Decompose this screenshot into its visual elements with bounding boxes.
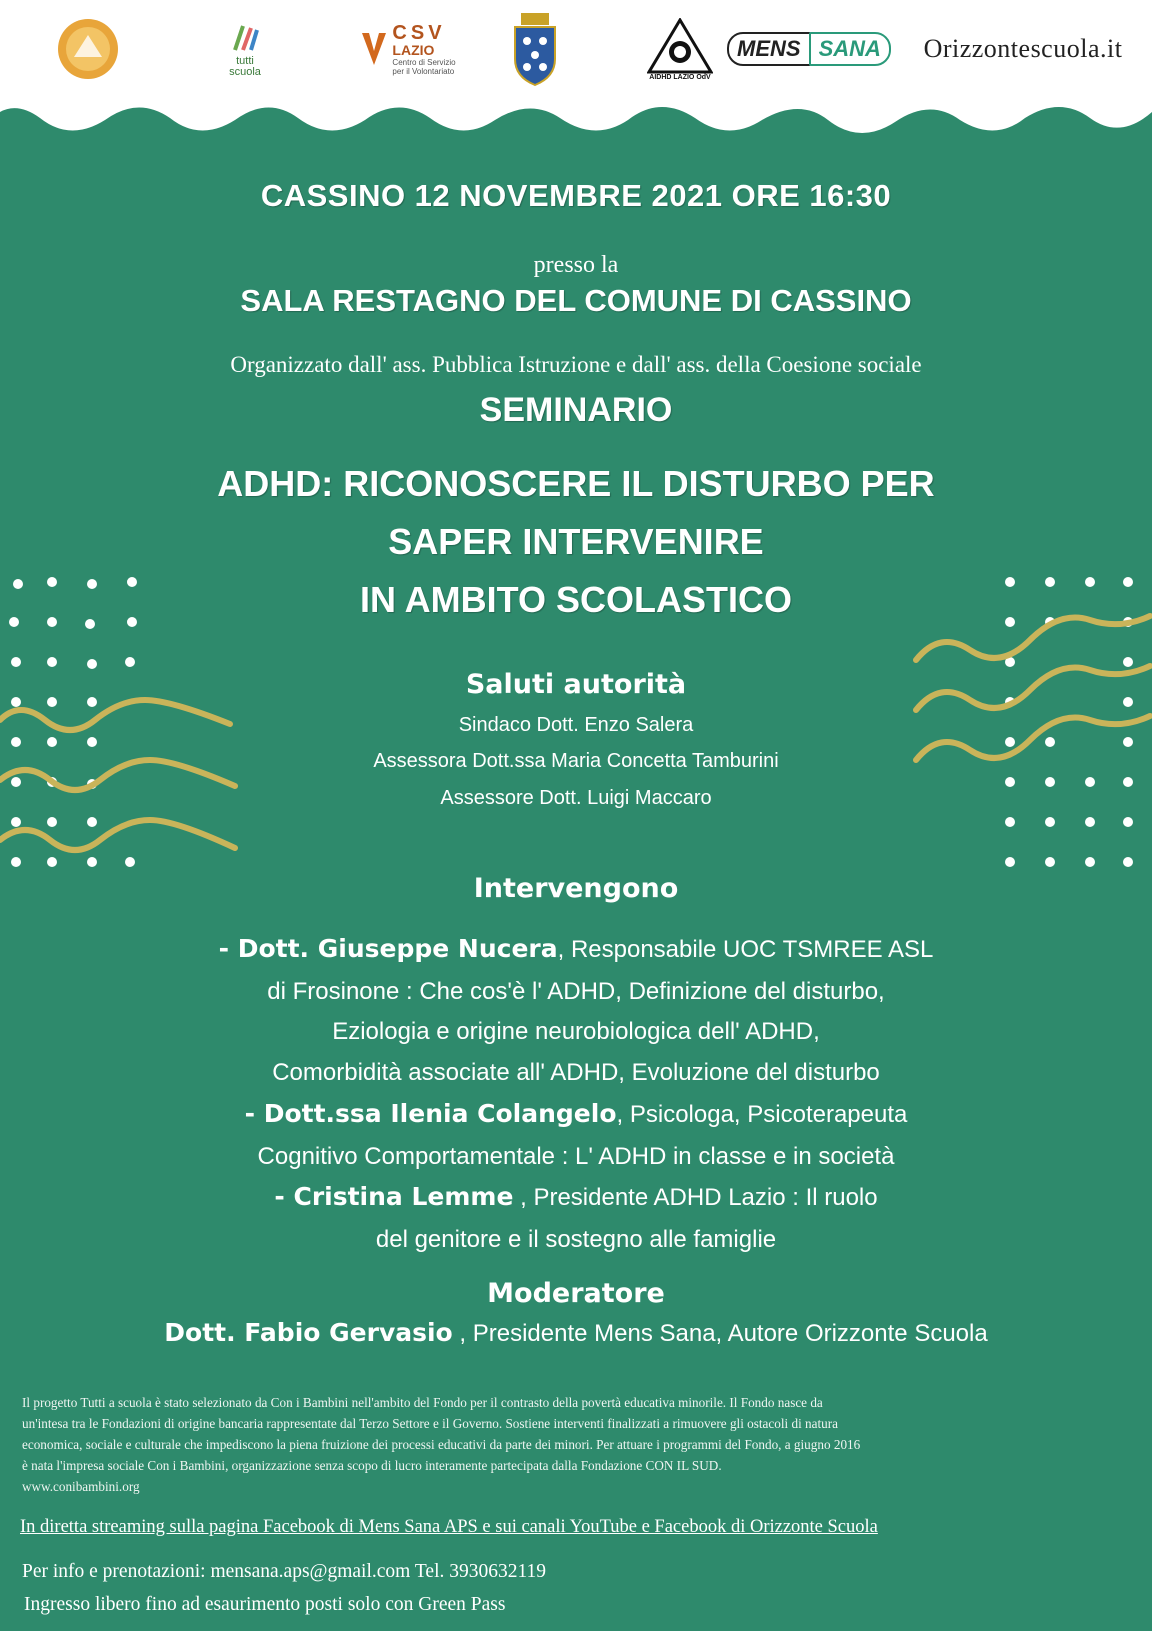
organizer: Organizzato dall' ass. Pubblica Istruzione e dall' ass. della Coesione sociale <box>230 352 922 377</box>
speaker-1-line-2: di Frosinone : Che cos'è l' ADHD, Definizione del disturbo, <box>267 978 885 1005</box>
info-contact: Per info e prenotazioni: mensana.aps@gmail.com Tel. 3930632119 <box>22 1561 547 1582</box>
mens-label: MENS <box>727 32 811 66</box>
orizzontescuola-text: Orizzontescuola.it <box>923 34 1123 63</box>
streaming-notice: In diretta streaming sulla pagina Facebook di Mens Sana APS e sui canali YouTube e Facebook di Orizzonte Scuola <box>20 1517 878 1537</box>
saluti-line: Assessora Dott.ssa Maria Concetta Tamburini <box>373 750 779 772</box>
csv-v-icon <box>360 29 388 69</box>
circle-emblem-icon <box>56 17 120 81</box>
saluti-line: Sindaco Dott. Enzo Salera <box>458 714 694 736</box>
mens-sana-logo <box>738 14 880 84</box>
venue: SALA RESTAGNO DEL COMUNE DI CASSINO <box>240 283 912 318</box>
speaker-1-line-4: Comorbidità associate all' ADHD, Evoluzione del disturbo <box>272 1059 880 1086</box>
speaker-2-name: - Dott.ssa Ilenia Colangelo <box>244 1099 617 1128</box>
speaker-1-line-1 <box>0 934 1152 964</box>
coat-of-arms-icon <box>507 11 563 87</box>
aidhd-lazio-logo <box>640 14 720 84</box>
csv-sub2: Centro di Servizio <box>392 57 456 67</box>
fine-print-line: economica, sociale e culturale che impediscono la piena fruizione dei processi educativi da parte dei minori. Per attuare i programmi del Fondo, a giugno 2016 <box>22 1437 861 1452</box>
title-line-3: IN AMBITO SCOLASTICO <box>360 579 792 620</box>
fine-print-line: è nata l'impresa sociale Con i Bambini, organizzazione senza scopo di lucro interamente partecipata dalla Fondazione CON IL SUD. <box>22 1458 722 1473</box>
speaker-3-name: - Cristina Lemme <box>274 1182 514 1211</box>
speaker-3-line-2: del genitore e il sostegno alle famiglie <box>375 1226 777 1253</box>
csv-sub1: LAZIO <box>392 41 435 58</box>
speaker-2-line-2: Cognitivo Comportamentale : L' ADHD in classe e in società <box>257 1143 895 1170</box>
speaker-2-role: , Psicologa, Psicoterapeuta <box>616 1101 908 1128</box>
title-line-1: ADHD: RICONOSCERE IL DISTURBO PER <box>217 463 935 504</box>
speaker-3-role: , Presidente ADHD Lazio : Il ruolo <box>513 1184 878 1211</box>
logo-row <box>0 0 1152 100</box>
children-icon <box>225 20 265 56</box>
intervengono-heading: Intervengono <box>473 873 679 904</box>
moderatore-name: Dott. Fabio Gervasio <box>164 1318 453 1347</box>
speaker-1-line-3: Eziologia e origine neurobiologica dell' ADHD, <box>332 1018 820 1045</box>
speaker-1-name: - Dott. Giuseppe Nucera <box>218 934 558 963</box>
seminar-type: SEMINARIO <box>479 391 673 429</box>
sana-label: SANA <box>809 32 891 66</box>
moderatore-heading: Moderatore <box>487 1278 665 1309</box>
logo2-line2: scuola <box>229 66 261 78</box>
tutti-a-scuola-logo <box>55 14 120 84</box>
fine-print-line: Il progetto Tutti a scuola è stato selezionato da Con i Bambini nell'ambito del Fondo per il contrasto della povertà educativa minorile. Il Fondo nasce da <box>22 1395 823 1410</box>
fine-print <box>22 1392 1132 1497</box>
fine-print-line: un'intesa tra le Fondazioni di origine bancaria rappresentate dal Terzo Settore e il Governo. Sostiene interventi finalizzati a rimuovere gli ostacoli di natura <box>22 1416 838 1431</box>
cassino-crest-logo <box>505 14 565 84</box>
tutti-scuola-logo <box>215 14 275 84</box>
saluti-heading: Saluti autorità <box>465 669 687 700</box>
speaker-2-line-1 <box>0 1099 1152 1129</box>
triangle-head-icon <box>647 18 713 74</box>
fine-print-link[interactable]: www.conibambini.org <box>22 1479 140 1494</box>
moderatore-role: , Presidente Mens Sana, Autore Orizzonte Scuola <box>452 1320 988 1347</box>
saluti-line: Assessore Dott. Luigi Maccaro <box>440 787 712 809</box>
presso-label: presso la <box>533 252 619 278</box>
csv-lazio-logo <box>358 14 458 84</box>
moderatore-line <box>0 1318 1152 1348</box>
logo2-line1: tutti <box>236 55 254 67</box>
event-datetime: CASSINO 12 NOVEMBRE 2021 ORE 16:30 <box>260 178 892 213</box>
entry-notice: Ingresso libero fino ad esaurimento posti solo con Green Pass <box>24 1594 506 1615</box>
speaker-1-role: , Responsabile UOC TSMREE ASL <box>557 936 934 963</box>
speaker-3-line-1 <box>0 1182 1152 1212</box>
orizzontescuola-logo <box>918 14 1128 84</box>
csv-sub3: per il Volontariato <box>392 66 455 76</box>
aidhd-text: AIDHD LAZIO OdV <box>649 73 711 81</box>
csv-title: CSV <box>392 21 446 44</box>
title-line-2: SAPER INTERVENIRE <box>388 521 764 562</box>
